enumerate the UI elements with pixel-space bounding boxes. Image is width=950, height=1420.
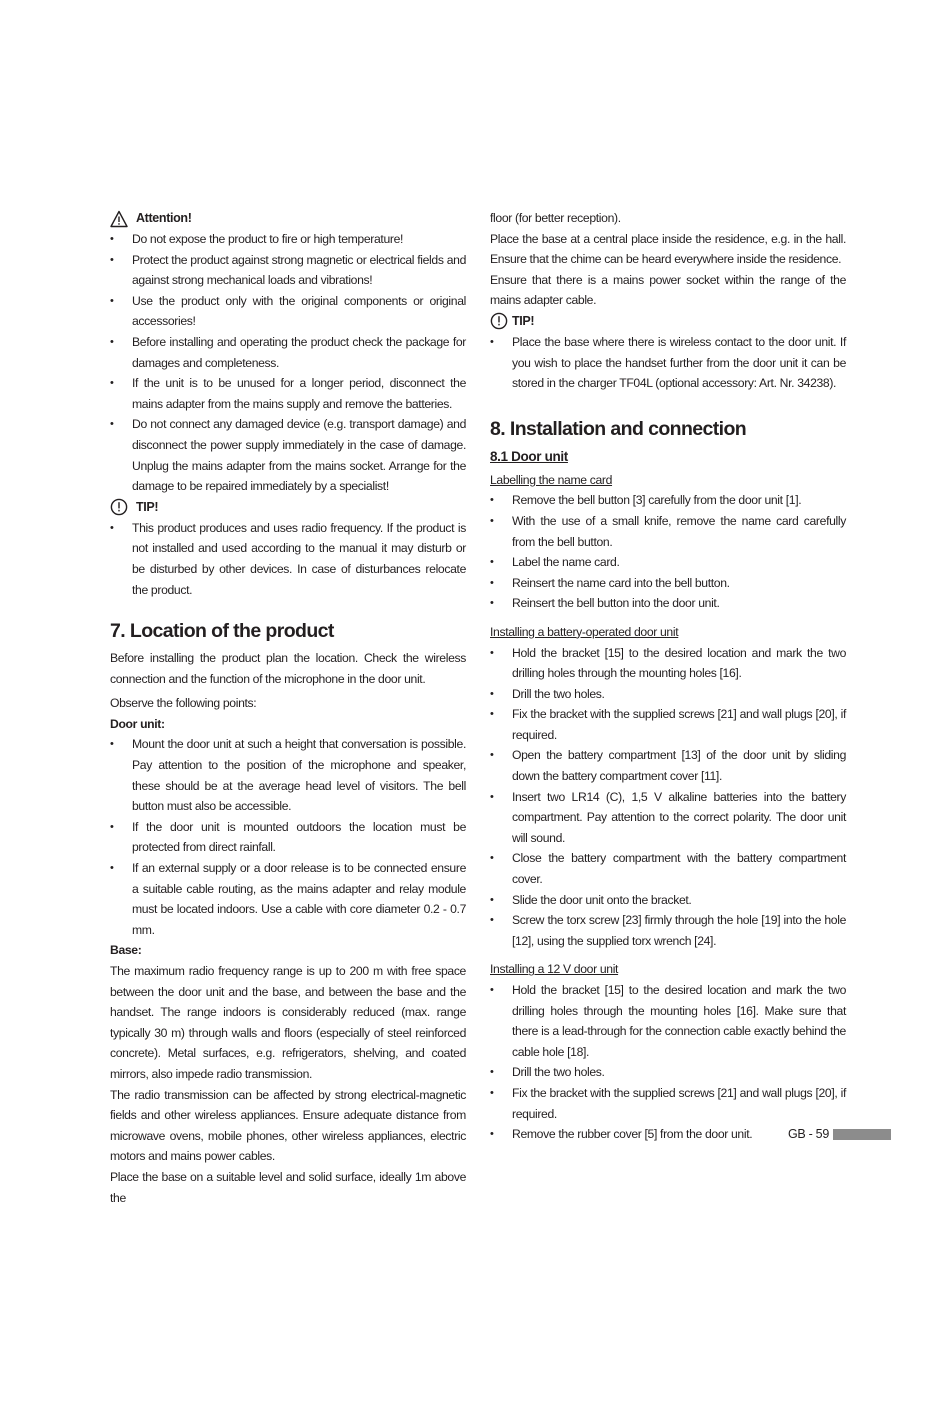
door-unit-list bbox=[110, 734, 466, 940]
continued-paragraph-1: floor (for better reception). bbox=[490, 211, 621, 225]
list-item: • Insert two LR14 (C), 1,5 V alkaline batteries into the battery compartment. Pay attention to the correct polarity. The door unit will sound. bbox=[490, 787, 846, 849]
tip-list bbox=[490, 332, 846, 394]
list-item: • Protect the product against strong magnetic or electrical fields and against strong mechanical loads and vibrations! bbox=[110, 250, 466, 291]
base-paragraph-3: Place the base on a suitable level and solid surface, ideally 1m above the bbox=[110, 1169, 466, 1205]
list-item: • Fix the bracket with the supplied screws [21] and wall plugs [20], if required. bbox=[490, 704, 846, 745]
list-item: • Slide the door unit onto the bracket. bbox=[490, 890, 846, 911]
list-item: • Before installing and operating the product check the package for damages and completeness. bbox=[110, 332, 466, 373]
list-item: • If an external supply or a door release is to be connected ensure a suitable cable routing, as the mains adapter and relay module must be located indoors. Use a cable with core diameter 0.2 - 0.7 mm. bbox=[110, 858, 466, 940]
list-item: • If the door unit is mounted outdoors the location must be protected from direct rainfall. bbox=[110, 817, 466, 858]
list-item: • Mount the door unit at such a height that conversation is possible. Pay attention to the position of the microphone and speaker, these should be at the average head level of visitors. The bell button must also be accessible. bbox=[110, 734, 466, 816]
list-item: • Remove the bell button [3] carefully from the door unit [1]. bbox=[490, 490, 846, 511]
list-item: • This product produces and uses radio frequency. If the product is not installed and used according to the manual it may disturb or be disturbed by other devices. In case of disturbances relocate the product. bbox=[110, 518, 466, 600]
observe-text: Observe the following points: bbox=[110, 696, 257, 711]
page-footer bbox=[788, 1124, 891, 1144]
warning-triangle-icon bbox=[110, 210, 128, 228]
tip-title: TIP! bbox=[136, 499, 159, 514]
attention-heading bbox=[110, 208, 466, 229]
labelling-list bbox=[490, 490, 846, 614]
list-item: • Close the battery compartment with the battery compartment cover. bbox=[490, 848, 846, 889]
tip-heading bbox=[490, 311, 846, 332]
battery-door-unit-list bbox=[490, 643, 846, 952]
list-item: • Reinsert the bell button into the door unit. bbox=[490, 593, 846, 614]
footer-bar bbox=[833, 1129, 891, 1140]
attention-list bbox=[110, 229, 466, 497]
list-item: • Drill the two holes. bbox=[490, 1062, 846, 1083]
continued-paragraph-2: Place the base at a central place inside the residence, e.g. in the hall. Ensure that the chime can be heard everywhere inside the residence. bbox=[490, 231, 846, 267]
base-paragraph-2: The radio transmission can be affected by strong electrical-magnetic fields and other wireless appliances. Ensure adequate distance from microwave ovens, mobile phones, other wireless appliances, electric motors and mains power cables. bbox=[110, 1087, 466, 1164]
left-column bbox=[110, 208, 466, 1208]
list-item: • With the use of a small knife, remove the name card carefully from the bell button. bbox=[490, 511, 846, 552]
right-column bbox=[490, 208, 846, 1145]
list-item: • Open the battery compartment [13] of the door unit by sliding down the battery compartment cover [11]. bbox=[490, 745, 846, 786]
list-item: • Screw the torx screw [23] firmly through the hole [19] into the hole [12], using the supplied torx wrench [24]. bbox=[490, 910, 846, 951]
list-item: • Fix the bracket with the supplied screws [21] and wall plugs [20], if required. bbox=[490, 1083, 846, 1124]
base-label: Base: bbox=[110, 943, 142, 958]
list-item: • Reinsert the name card into the bell button. bbox=[490, 573, 846, 594]
list-item: • Place the base where there is wireless contact to the door unit. If you wish to place the handset further from the door unit it can be stored in the charger TF04L (optional accessory: Art. Nr. 34238). bbox=[490, 332, 846, 394]
list-item: • Use the product only with the original components or original accessories! bbox=[110, 291, 466, 332]
continued-paragraph-3: Ensure that there is a mains power socket within the range of the mains adapter cable. bbox=[490, 272, 846, 308]
list-item: • If the unit is to be unused for a longer period, disconnect the mains adapter from the mains supply and remove the batteries. bbox=[110, 373, 466, 414]
page-number: GB - 59 bbox=[788, 1127, 829, 1141]
exclamation-circle-icon bbox=[490, 312, 508, 330]
list-item: • Remove the rubber cover [5] from the door unit. bbox=[490, 1124, 846, 1145]
twelve-volt-door-unit-subheading: Installing a 12 V door unit bbox=[490, 962, 619, 977]
list-item: • Label the name card. bbox=[490, 552, 846, 573]
list-item: • Do not expose the product to fire or high temperature! bbox=[110, 229, 466, 250]
list-item: • Drill the two holes. bbox=[490, 684, 846, 705]
list-item: • Hold the bracket [15] to the desired location and mark the two drilling holes through the mounting holes [16]. bbox=[490, 643, 846, 684]
section-8-1-heading: 8.1 Door unit bbox=[490, 448, 568, 464]
section-7-heading: 7. Location of the product bbox=[110, 620, 334, 643]
list-item: • Do not connect any damaged device (e.g. transport damage) and disconnect the power supply immediately in the case of damage. Unplug the mains adapter from the mains socket. Arrange for the damage to be repaired immediately by a specialist! bbox=[110, 414, 466, 496]
tip-heading bbox=[110, 497, 466, 518]
base-paragraph-1: The maximum radio frequency range is up to 200 m with free space between the door unit and the base, and between the base and the handset. The range indoors is considerably reduced (max. range typically 30 m) through walls and floors (especially of steel reinforced concrete). Metal surfaces, e.g. refrigerators, shelving, and coated mirrors, also impede radio transmission. bbox=[110, 964, 466, 1081]
tip-title: TIP! bbox=[512, 314, 535, 329]
exclamation-circle-icon bbox=[110, 498, 128, 516]
section-8-heading: 8. Installation and connection bbox=[490, 417, 747, 440]
list-item: • Hold the bracket [15] to the desired location and mark the two drilling holes through the mounting holes [16]. Make sure that there is a lead-through for the connection cable exactly behind the cable hole [18]. bbox=[490, 980, 846, 1062]
attention-title: Attention! bbox=[136, 211, 192, 226]
labelling-subheading: Labelling the name card bbox=[490, 472, 613, 487]
twelve-volt-door-unit-list bbox=[490, 980, 846, 1145]
battery-door-unit-subheading: Installing a battery-operated door unit bbox=[490, 624, 679, 639]
section-7-intro: Before installing the product plan the location. Check the wireless connection and the function of the microphone in the door unit. bbox=[110, 651, 466, 686]
door-unit-label: Door unit: bbox=[110, 716, 165, 731]
tip-list bbox=[110, 518, 466, 600]
